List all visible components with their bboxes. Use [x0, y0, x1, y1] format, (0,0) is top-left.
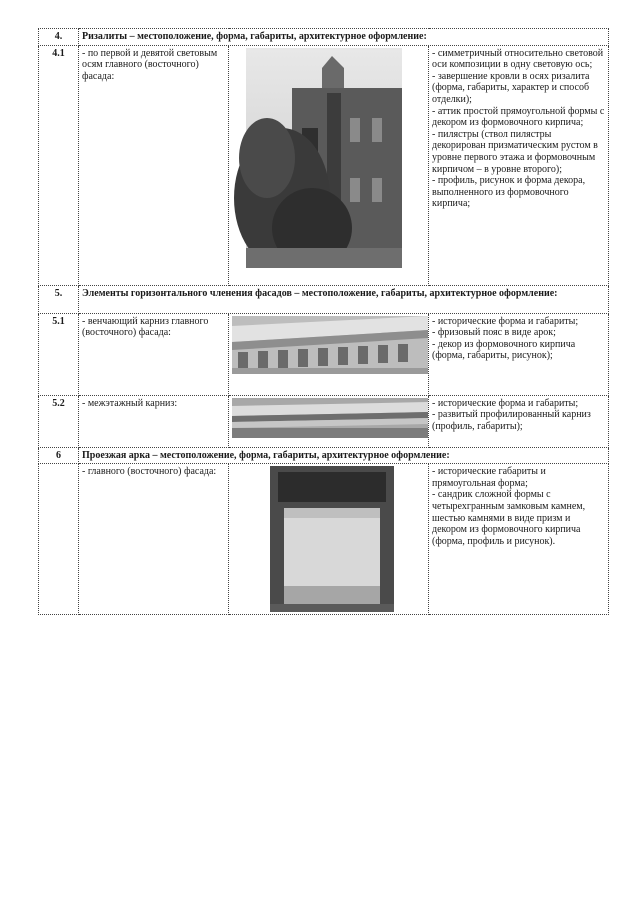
- row-number: 4.1: [39, 45, 79, 285]
- photo-cell: [229, 313, 429, 395]
- location-cell: - по первой и девятой световым осям главного (восточного) фасада:: [79, 45, 229, 285]
- row-number: 5.2: [39, 395, 79, 447]
- section-4-header: [39, 29, 609, 46]
- interfloor-cornice-photo: [232, 398, 428, 438]
- section-6-header: [39, 447, 609, 464]
- cornice-photo: [232, 316, 428, 374]
- archway-photo: [232, 466, 428, 612]
- features-cell: - исторические форма и габариты; - фризовый пояс в виде арок; - декор из формовочного кирпича (форма, габариты, рисунок);: [429, 313, 609, 395]
- row-number: 5.1: [39, 313, 79, 395]
- section-title: Проезжая арка – местоположение, форма, габариты, архитектурное оформление:: [79, 447, 609, 464]
- section-number: 6: [39, 447, 79, 464]
- section-title: Ризалиты – местоположение, форма, габариты, архитектурное оформление:: [79, 29, 609, 46]
- location-cell: - главного (восточного) фасада:: [79, 464, 229, 615]
- section-number: 5.: [39, 285, 79, 313]
- row-number: [39, 464, 79, 615]
- section-5-header: [39, 285, 609, 313]
- heritage-table: [38, 28, 609, 615]
- location-cell: - межэтажный карниз:: [79, 395, 229, 447]
- row-4-1: [39, 45, 609, 285]
- section-number: 4.: [39, 29, 79, 46]
- photo-cell: [229, 45, 429, 285]
- row-5-2: [39, 395, 609, 447]
- features-cell: - исторические габариты и прямоугольная форма; - сандрик сложной формы с четырехгранным замковым камнем, шестью камнями в виде призм и декором из формовочного кирпича (форма, профиль и рисунок).: [429, 464, 609, 615]
- risalit-photo: [232, 48, 412, 268]
- features-cell: - исторические форма и габариты; - развитый профилированный карниз (профиль, габариты);: [429, 395, 609, 447]
- location-cell: - венчающий карниз главного (восточного) фасада:: [79, 313, 229, 395]
- section-title: Элементы горизонтального членения фасадов – местоположение, габариты, архитектурное оформление:: [79, 285, 609, 313]
- row-5-1: [39, 313, 609, 395]
- photo-cell: [229, 395, 429, 447]
- row-6: [39, 464, 609, 615]
- photo-cell: [229, 464, 429, 615]
- features-cell: - симметричный относительно световой оси композиции в одну световую ось; - завершение кровли в осях ризалита (форма, габариты, характер и способ отделки); - аттик простой прямоугольной формы с декором из формовочного кирпича; - пилястры (ствол пилястры декорирован призматическим рустом в уровне первого этажа и формовочным кирпичом – в уровне второго); - профиль, рисунок и форма декора, выполненного из формовочного кирпича;: [429, 45, 609, 285]
